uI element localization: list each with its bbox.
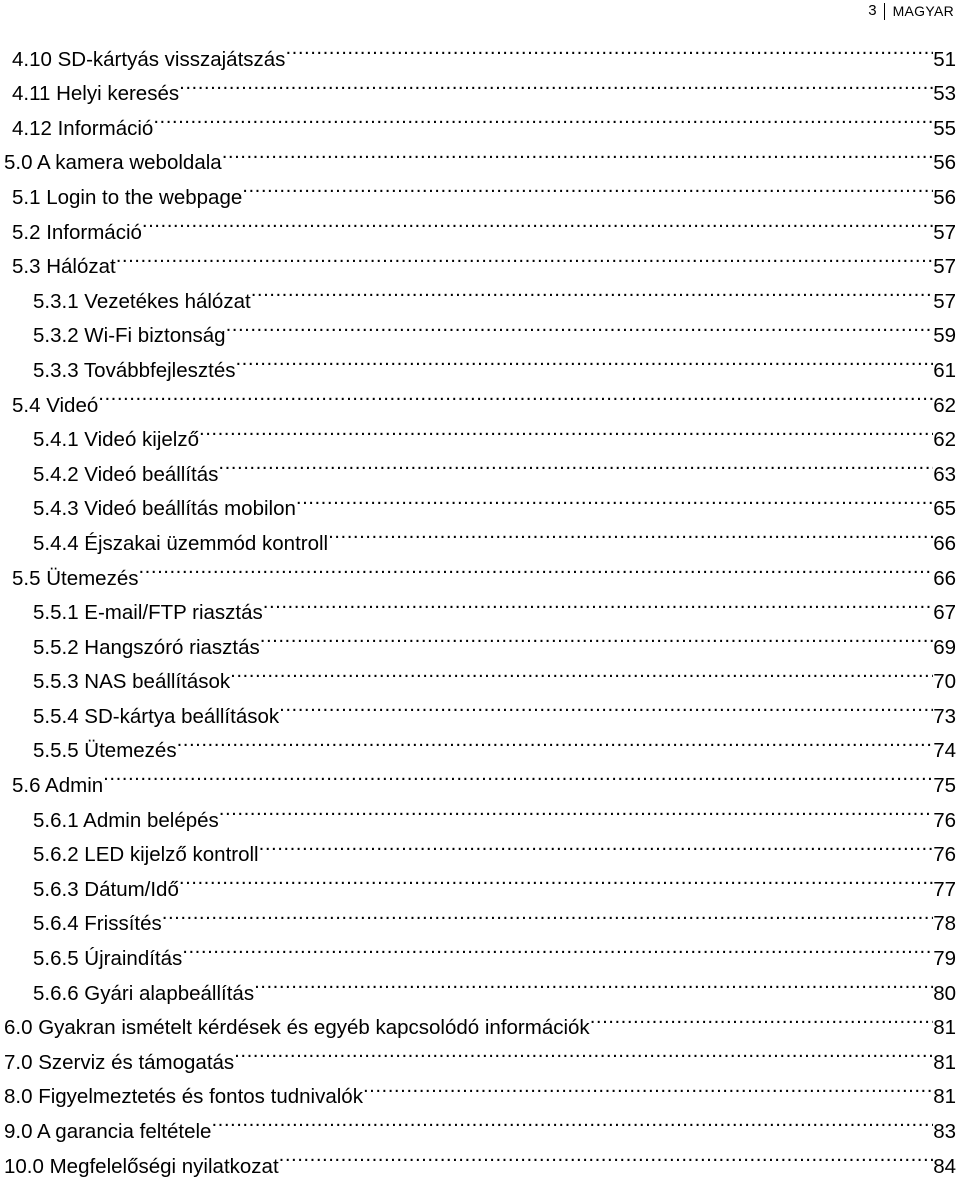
toc-entry-title: 5.5.2 Hangszóró riasztás <box>33 635 260 659</box>
toc-entry-page: 76 <box>933 838 956 873</box>
toc-entry-page: 73 <box>933 700 956 735</box>
toc-dot-leader <box>98 377 933 412</box>
toc-entry[interactable] <box>0 412 956 452</box>
toc-dot-leader <box>218 446 933 481</box>
toc-entry[interactable] <box>0 585 956 625</box>
toc-dot-leader <box>279 1138 934 1173</box>
toc-dot-leader <box>363 1069 933 1104</box>
toc-entry-page: 81 <box>933 1046 956 1081</box>
toc-dot-leader <box>138 550 933 585</box>
page-number: 3 <box>868 2 877 19</box>
toc-entry-page: 57 <box>933 285 956 320</box>
toc-entry[interactable] <box>0 204 956 244</box>
toc-dot-leader <box>153 100 933 135</box>
header-divider <box>884 3 885 20</box>
toc-dot-leader <box>590 1000 934 1035</box>
toc-entry-page: 59 <box>933 319 956 354</box>
toc-dot-leader <box>296 481 933 516</box>
toc-dot-leader <box>251 273 934 308</box>
toc-dot-leader <box>116 239 933 274</box>
toc-dot-leader <box>285 31 933 66</box>
toc-entry-page: 75 <box>933 769 956 804</box>
toc-dot-leader <box>219 792 933 827</box>
toc-entry-page: 51 <box>933 43 956 78</box>
toc-dot-leader <box>179 861 933 896</box>
toc-entry-page: 84 <box>933 1150 956 1184</box>
toc-entry-title: 7.0 Szerviz és támogatás <box>4 1050 235 1074</box>
toc-entry-page: 83 <box>933 1115 956 1150</box>
toc-entry-title: 4.11 Helyi keresés <box>12 82 180 106</box>
toc-entry-title: 5.4.3 Videó beállítás mobilon <box>33 497 296 521</box>
toc-entry-page: 55 <box>933 112 956 147</box>
toc-entry-title: 5.1 Login to the webpage <box>12 185 243 209</box>
toc-dot-leader <box>234 1034 933 1069</box>
toc-entry[interactable] <box>0 550 956 590</box>
toc-dot-leader <box>182 930 933 965</box>
toc-dot-leader <box>328 515 933 550</box>
toc-entry-page: 79 <box>933 942 956 977</box>
toc-dot-leader <box>222 135 934 170</box>
toc-entry[interactable] <box>0 239 956 279</box>
toc-dot-leader <box>177 723 934 758</box>
toc-entry[interactable] <box>0 792 956 832</box>
toc-entry-page: 61 <box>933 354 956 389</box>
toc-dot-leader <box>226 308 934 343</box>
toc-entry-page: 53 <box>933 77 956 112</box>
toc-entry-page: 56 <box>933 181 956 216</box>
toc-entry-title: 5.3.3 Továbbfejlesztés <box>33 358 236 382</box>
toc-entry-page: 76 <box>933 804 956 839</box>
page-header <box>868 2 954 20</box>
toc-entry-page: 62 <box>933 423 956 458</box>
toc-dot-leader <box>263 585 933 620</box>
toc-entry-page: 62 <box>933 389 956 424</box>
toc-entry-title: 5.4 Videó <box>12 393 99 417</box>
toc-entry-title: 6.0 Gyakran ismételt kérdések és egyéb kapcsolódó információk <box>4 1016 590 1040</box>
toc-entry-page: 57 <box>933 216 956 251</box>
toc-dot-leader <box>254 965 933 1000</box>
toc-dot-leader <box>242 169 933 204</box>
toc-entry-title: 8.0 Figyelmeztetés és fontos tudnivalók <box>4 1085 363 1109</box>
toc-entry-title: 4.10 SD-kártyás visszajátszás <box>12 47 286 71</box>
toc-entry-page: 70 <box>933 665 956 700</box>
toc-entry-page: 78 <box>933 907 956 942</box>
toc-entry-title: 5.3.1 Vezetékes hálózat <box>33 289 251 313</box>
toc-entry-page: 67 <box>933 596 956 631</box>
toc-entry-title: 5.6.5 Újraindítás <box>33 947 183 971</box>
toc-entry-page: 57 <box>933 250 956 285</box>
toc-entry[interactable] <box>0 377 956 417</box>
toc-dot-leader <box>260 619 933 654</box>
toc-dot-leader <box>103 757 933 792</box>
toc-entry-title: 5.6.2 LED kijelző kontroll <box>33 843 259 867</box>
toc-dot-leader <box>162 896 933 931</box>
toc-dot-leader <box>279 688 933 723</box>
toc-entry-title: 5.3 Hálózat <box>12 255 116 279</box>
toc-entry-page: 65 <box>933 492 956 527</box>
toc-entry-title: 5.5.1 E-mail/FTP riasztás <box>33 601 263 625</box>
toc-entry-page: 81 <box>933 1011 956 1046</box>
toc-entry-title: 5.5 Ütemezés <box>12 566 139 590</box>
toc-entry-title: 5.6.3 Dátum/Idő <box>33 877 179 901</box>
toc-entry-page: 66 <box>933 527 956 562</box>
toc-entry[interactable] <box>0 757 956 798</box>
toc-dot-leader <box>259 827 934 862</box>
toc-dot-leader <box>230 654 933 689</box>
toc-dot-leader <box>179 66 933 101</box>
toc-dot-leader <box>142 204 933 239</box>
toc-entry-title: 5.4.1 Videó kijelző <box>33 428 200 452</box>
toc-entry-page: 56 <box>933 146 956 181</box>
toc-entry-title: 5.4.4 Éjszakai üzemmód kontroll <box>33 531 329 555</box>
toc-entry-title: 5.5.5 Ütemezés <box>33 739 177 763</box>
toc-entry-page: 66 <box>933 562 956 597</box>
toc-dot-leader <box>211 1103 933 1138</box>
toc-entry-title: 9.0 A garancia feltétele <box>4 1120 212 1143</box>
toc-entry-title: 5.6.1 Admin belépés <box>33 808 219 832</box>
language-label: MAGYAR <box>892 3 954 19</box>
toc-entry-page: 80 <box>933 977 956 1012</box>
table-of-contents <box>0 31 956 1178</box>
toc-entry[interactable] <box>0 31 956 71</box>
toc-entry-page: 77 <box>933 873 956 908</box>
toc-entry-page: 63 <box>933 458 956 493</box>
toc-dot-leader <box>235 342 933 377</box>
toc-entry-title: 5.0 A kamera weboldala <box>4 151 222 175</box>
toc-entry-title: 5.6.4 Frissítés <box>33 912 162 936</box>
toc-entry-title: 4.12 Információ <box>12 116 154 140</box>
toc-entry-page: 69 <box>933 631 956 666</box>
toc-entry-title: 5.5.4 SD-kártya beállítások <box>33 704 280 728</box>
toc-entry-title: 5.5.3 NAS beállítások <box>33 670 231 694</box>
toc-entry-title: 5.6 Admin <box>12 774 104 798</box>
toc-entry-title: 5.2 Információ <box>12 220 142 244</box>
toc-dot-leader <box>199 412 933 447</box>
toc-entry-title: 5.3.2 Wi-Fi biztonság <box>33 324 226 348</box>
toc-entry-page: 81 <box>933 1080 956 1115</box>
toc-entry-title: 10.0 Megfelelőségi nyilatkozat <box>4 1154 279 1178</box>
toc-entry-title: 5.4.2 Videó beállítás <box>33 462 219 486</box>
toc-entry[interactable] <box>0 273 956 313</box>
toc-entry-title: 5.6.6 Gyári alapbeállítás <box>33 981 255 1005</box>
toc-entry-page: 74 <box>933 734 956 769</box>
